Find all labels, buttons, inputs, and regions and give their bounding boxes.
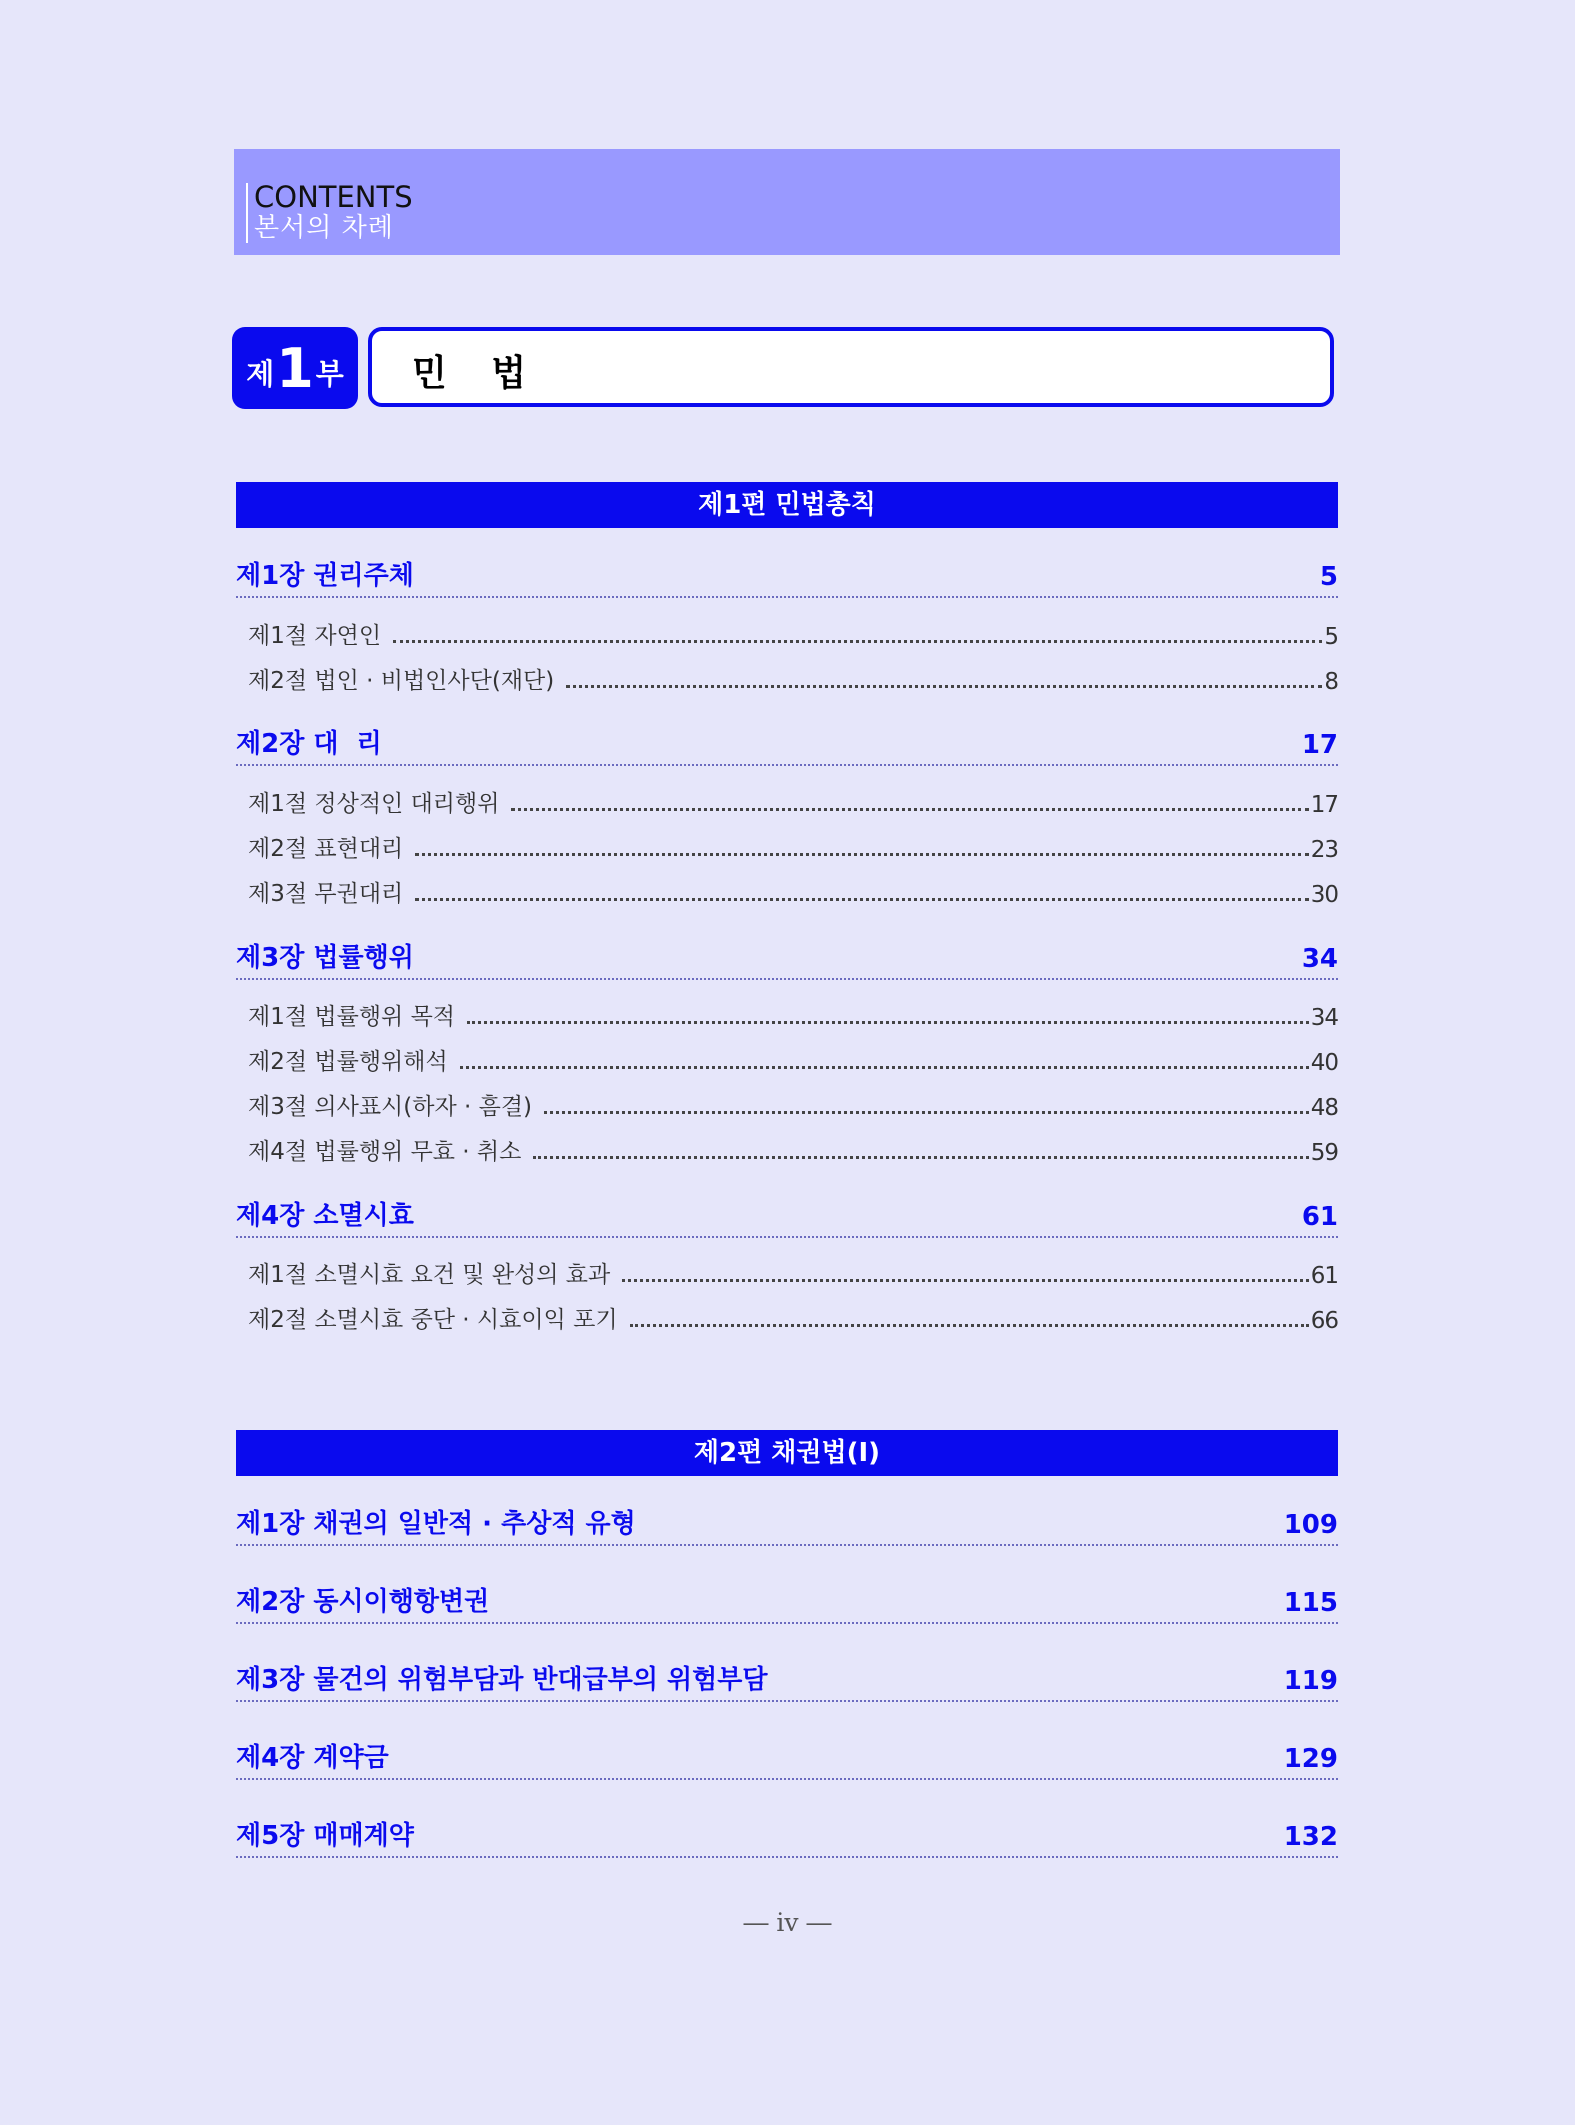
entry-title: 제1절 자연인 (248, 623, 382, 649)
chapter-row[interactable] (236, 1194, 1338, 1238)
entry-title: 제3절 의사표시(하자 · 흠결) (248, 1094, 533, 1120)
part-title: 민 법 (412, 353, 529, 394)
entry-page-number: 5 (1324, 624, 1338, 650)
entry-page-number: 23 (1310, 837, 1338, 863)
dot-leader (566, 685, 1322, 688)
chapter-row[interactable] (236, 1736, 1338, 1780)
chapter-row[interactable] (236, 722, 1338, 766)
entry-page-number: 40 (1310, 1050, 1338, 1076)
dot-leader (415, 853, 1308, 856)
section-header: 제2편 채권법(Ⅰ) (236, 1430, 1338, 1476)
chapter-row[interactable] (236, 1658, 1338, 1702)
banner-divider (246, 183, 248, 243)
chapter-page-number: 17 (1301, 730, 1338, 760)
dot-leader (415, 898, 1308, 901)
toc-entry[interactable] (248, 829, 1338, 863)
dot-leader (544, 1111, 1309, 1114)
chapter-row[interactable] (236, 936, 1338, 980)
chapter-title: 제3장 물건의 위험부담과 반대급부의 위험부담 (236, 1665, 768, 1695)
chapter-title: 제1장 권리주체 (236, 561, 414, 591)
contents-banner (234, 149, 1340, 255)
entry-title: 제1절 정상적인 대리행위 (248, 791, 500, 817)
dot-leader (467, 1021, 1309, 1024)
chapter-row[interactable] (236, 554, 1338, 598)
chapter-row[interactable] (236, 1580, 1338, 1624)
toc-entry[interactable] (248, 1300, 1338, 1334)
dot-leader (393, 640, 1322, 643)
entry-title: 제2절 표현대리 (248, 836, 404, 862)
entry-title: 제1절 소멸시효 요건 및 완성의 효과 (248, 1262, 611, 1288)
dot-leader (630, 1324, 1309, 1327)
entry-page-number: 34 (1310, 1005, 1338, 1031)
entry-page-number: 59 (1310, 1140, 1338, 1166)
contents-title-ko: 본서의 차례 (254, 213, 394, 243)
entry-title: 제2절 법률행위해석 (248, 1049, 448, 1075)
chapter-page-number: 61 (1301, 1202, 1338, 1232)
chapter-page-number: 132 (1283, 1822, 1338, 1852)
chapter-title: 제4장 소멸시효 (236, 1201, 414, 1231)
entry-title: 제4절 법률행위 무효 · 취소 (248, 1139, 522, 1165)
toc-entry[interactable] (248, 1087, 1338, 1121)
toc-entry[interactable] (248, 784, 1338, 818)
chapter-page-number: 34 (1301, 944, 1338, 974)
toc-entry[interactable] (248, 997, 1338, 1031)
chapter-title: 제5장 매매계약 (236, 1821, 414, 1851)
entry-title: 제2절 소멸시효 중단 · 시효이익 포기 (248, 1307, 618, 1333)
page-number: ― iv ― (743, 1908, 832, 1937)
entry-title: 제3절 무권대리 (248, 881, 404, 907)
chapter-page-number: 5 (1319, 562, 1338, 592)
dot-leader (533, 1156, 1308, 1159)
entry-page-number: 48 (1310, 1095, 1338, 1121)
chapter-row[interactable] (236, 1814, 1338, 1858)
chapter-title: 제2장 대 리 (236, 729, 382, 759)
chapter-page-number: 129 (1283, 1744, 1338, 1774)
chapter-title: 제4장 계약금 (236, 1743, 389, 1773)
part-suffix: 부 (315, 356, 344, 391)
entry-page-number: 8 (1324, 669, 1338, 695)
chapter-title: 제2장 동시이행항변권 (236, 1587, 490, 1617)
entry-title: 제1절 법률행위 목적 (248, 1004, 455, 1030)
toc-entry[interactable] (248, 1042, 1338, 1076)
chapter-title: 제1장 채권의 일반적 · 추상적 유형 (236, 1509, 636, 1539)
entry-title: 제2절 법인 · 비법인사단(재단) (248, 668, 555, 694)
part-badge (232, 327, 358, 409)
dot-leader (511, 808, 1308, 811)
entry-page-number: 66 (1310, 1308, 1338, 1334)
chapter-page-number: 115 (1283, 1588, 1338, 1618)
toc-entry[interactable] (248, 1132, 1338, 1166)
entry-page-number: 17 (1310, 792, 1338, 818)
toc-entry[interactable] (248, 661, 1338, 695)
chapter-page-number: 109 (1283, 1510, 1338, 1540)
dot-leader (622, 1279, 1308, 1282)
toc-entry[interactable] (248, 1255, 1338, 1289)
chapter-title: 제3장 법률행위 (236, 943, 414, 973)
dot-leader (460, 1066, 1309, 1069)
part-number: 1 (276, 336, 314, 400)
chapter-page-number: 119 (1283, 1666, 1338, 1696)
contents-title-en: CONTENTS (254, 180, 413, 214)
part-prefix: 제 (246, 356, 275, 391)
section-header: 제1편 민법총칙 (236, 482, 1338, 528)
toc-entry[interactable] (248, 616, 1338, 650)
chapter-row[interactable] (236, 1502, 1338, 1546)
part-title-box (368, 327, 1334, 407)
entry-page-number: 30 (1310, 882, 1338, 908)
entry-page-number: 61 (1310, 1263, 1338, 1289)
toc-entry[interactable] (248, 874, 1338, 908)
